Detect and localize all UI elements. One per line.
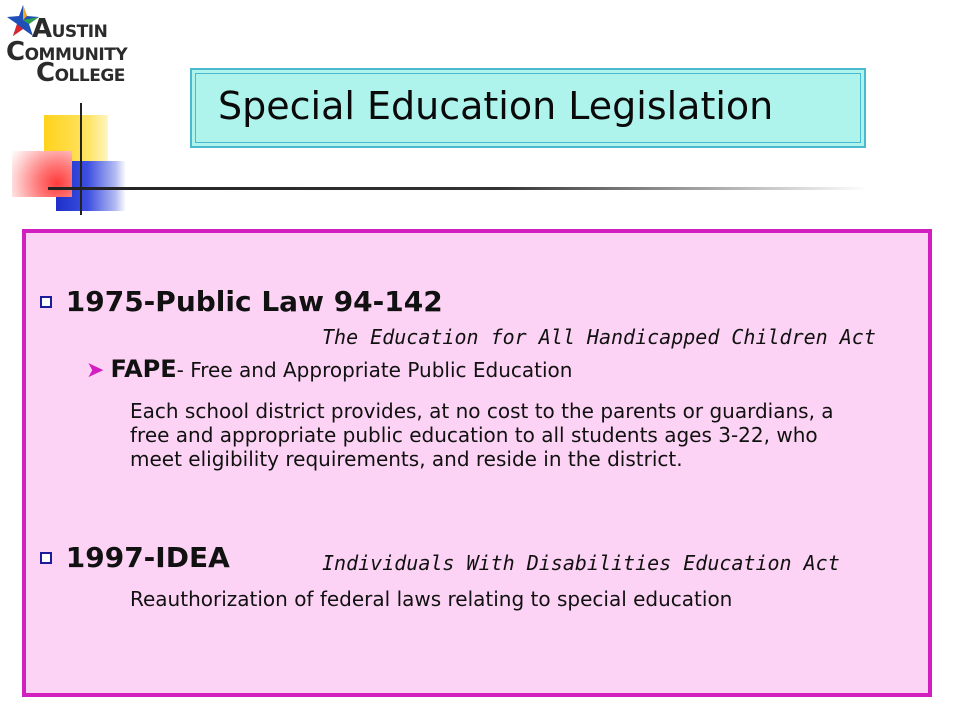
fape-line — [86, 355, 572, 383]
arrow-bullet-icon: ➤ — [86, 358, 105, 383]
law-1997-heading-text: 1997-IDEA — [65, 541, 230, 574]
logo-line-3: COLLEGE — [36, 58, 125, 88]
law-1997-description: Reauthorization of federal laws relating to special education — [130, 587, 733, 611]
title-box — [190, 68, 866, 148]
content-box — [22, 229, 932, 697]
vertical-rule — [80, 103, 82, 215]
college-logo — [6, 4, 130, 88]
horizontal-rule — [48, 187, 868, 190]
fape-label: FAPE — [110, 355, 177, 383]
page-title: Special Education Legislation — [218, 84, 774, 128]
law-1997-heading — [38, 541, 230, 574]
law-1975-heading — [38, 285, 443, 318]
law-1997-subtitle: Individuals With Disabilities Education Act — [322, 551, 840, 575]
square-bullet-icon — [38, 550, 56, 568]
logo-line-2: COMMUNITY — [6, 37, 128, 67]
law-1975-description: Each school district provides, at no cost to the parents or guardians, a free and appropriate public education to all students ages 3-22, who meet eligibility requirements, and reside in the district. — [130, 399, 834, 471]
law-1975-heading-text: 1975-Public Law 94-142 — [65, 285, 443, 318]
law-1975-subtitle: The Education for All Handicapped Children Act — [322, 325, 876, 349]
fape-description: - Free and Appropriate Public Education — [176, 358, 573, 382]
red-square — [12, 151, 72, 197]
square-bullet-icon — [38, 294, 56, 312]
logo-line-1: AUSTIN — [32, 14, 108, 44]
